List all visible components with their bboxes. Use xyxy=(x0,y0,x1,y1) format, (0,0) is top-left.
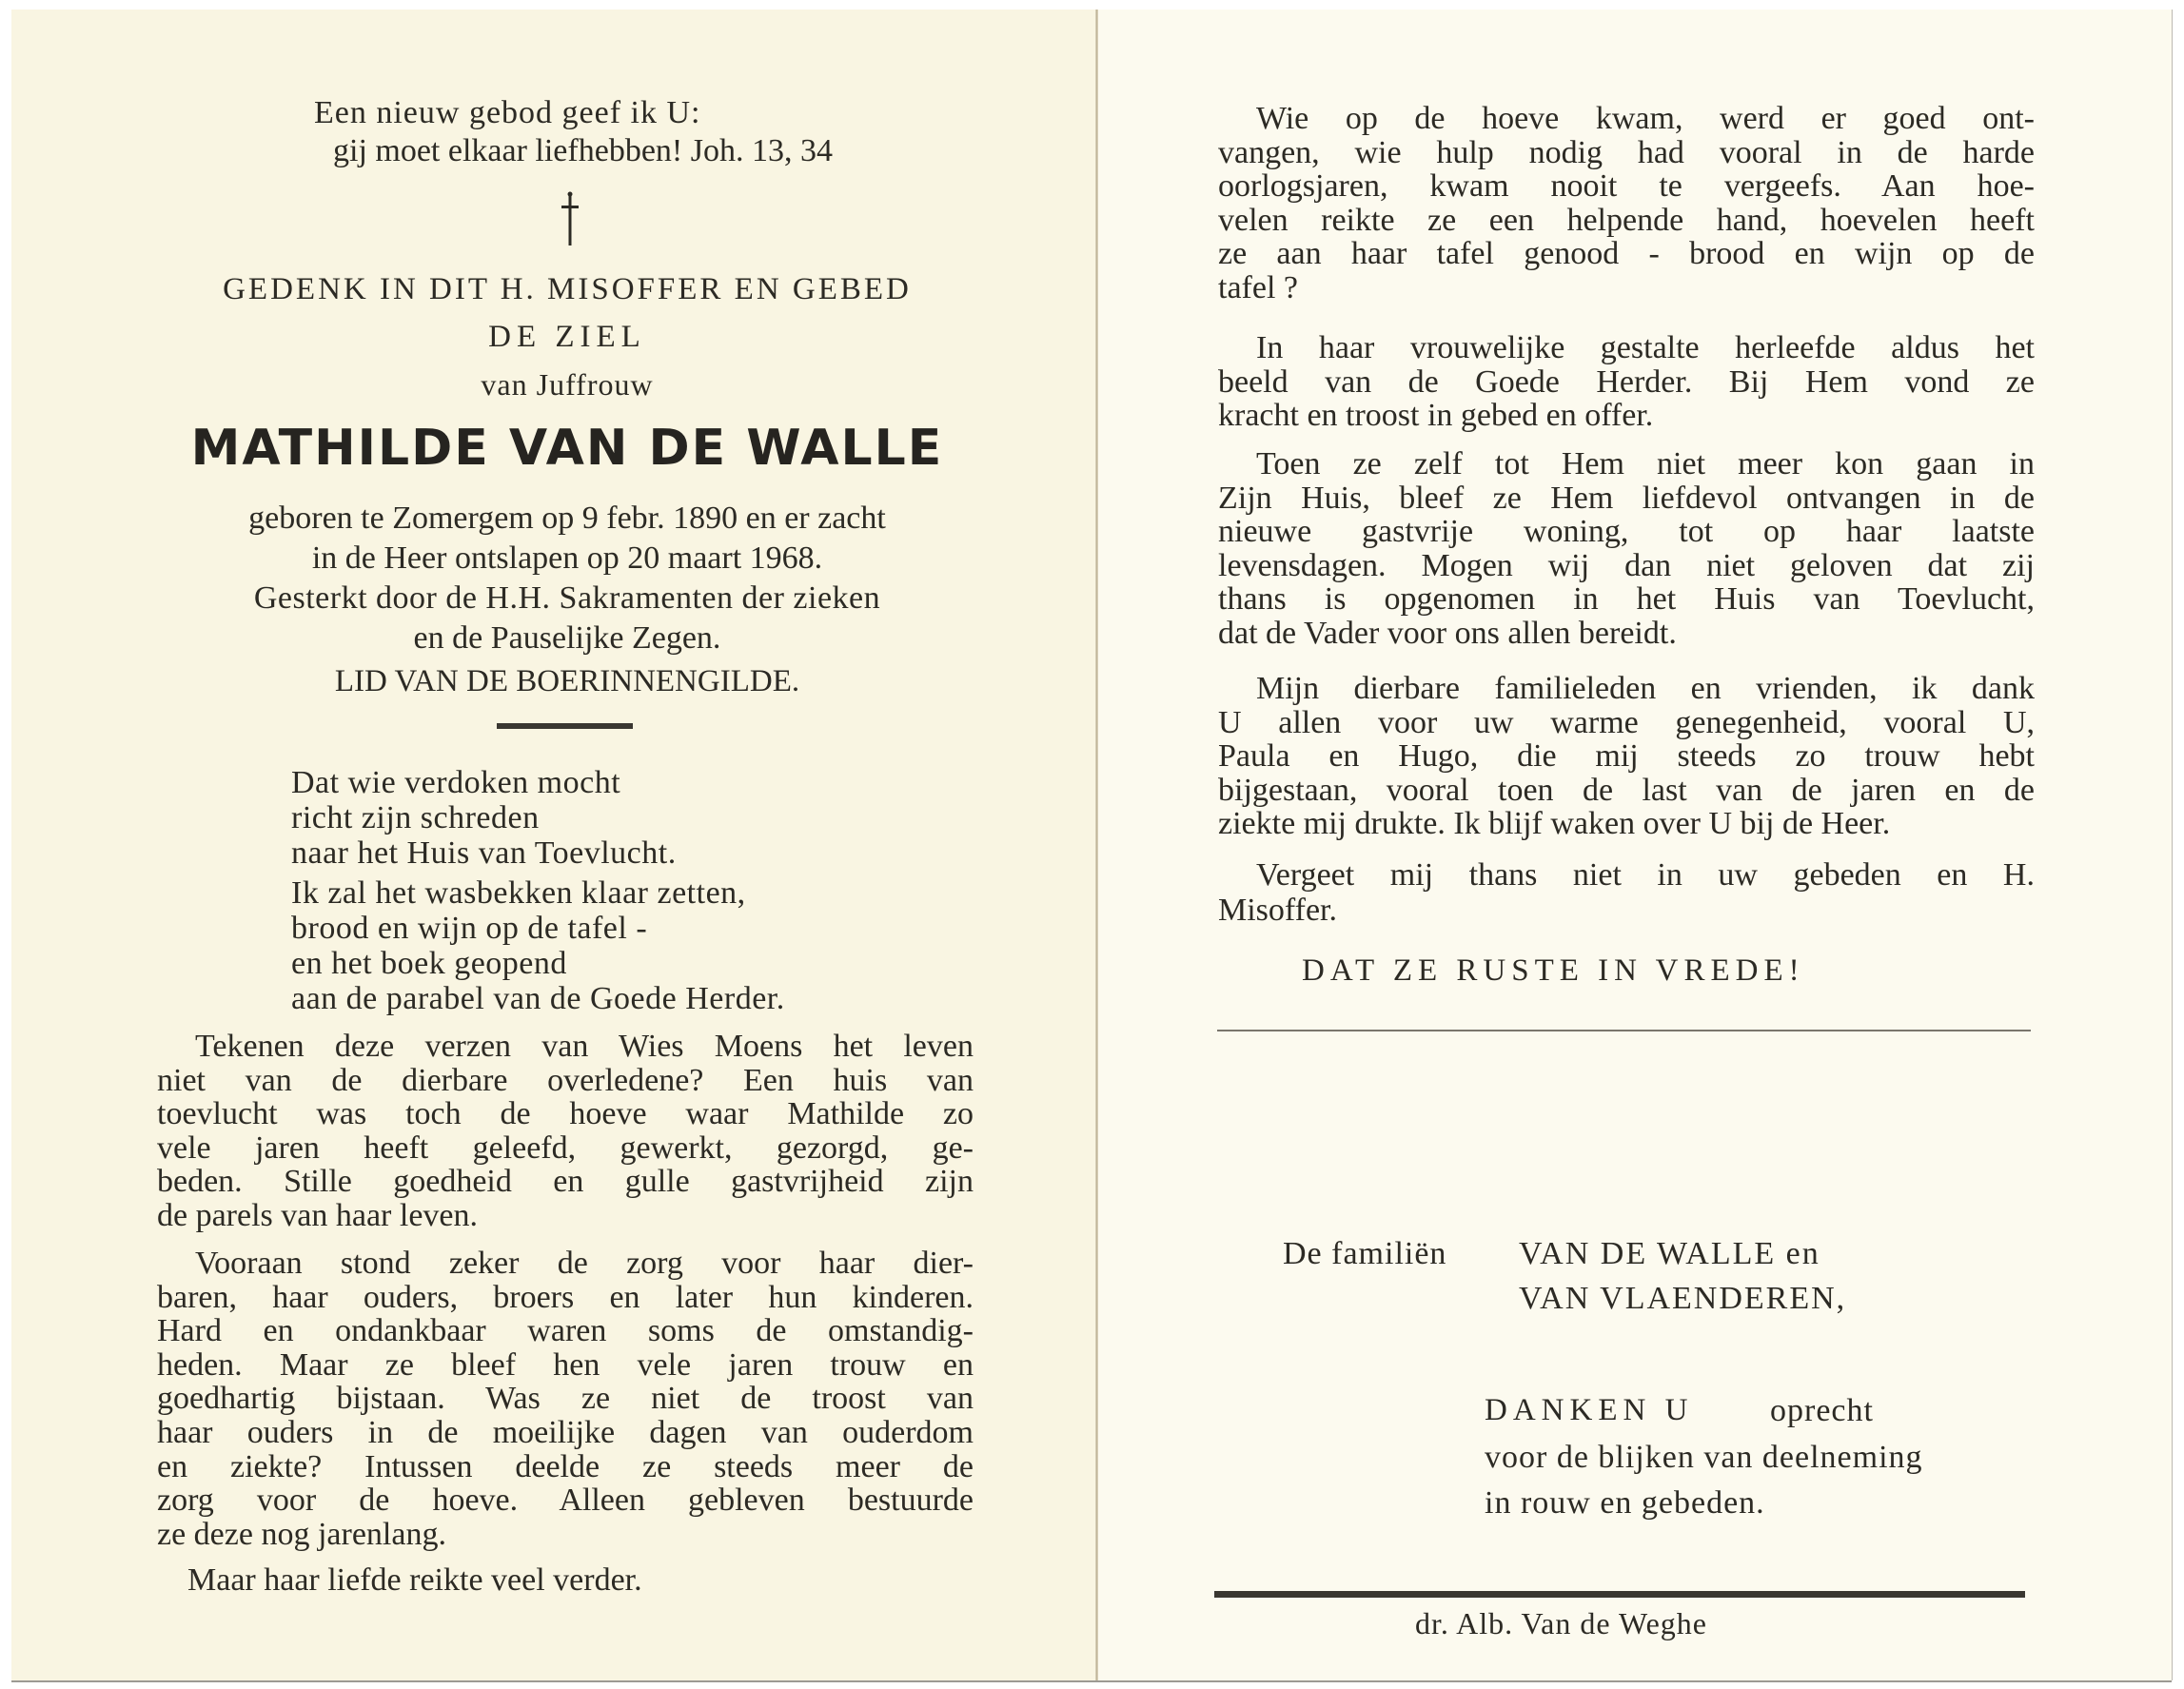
thick-divider xyxy=(1214,1591,2025,1598)
poem-line: naar het Huis van Toevlucht. xyxy=(291,835,677,871)
heading-line-2: DE ZIEL xyxy=(488,320,646,354)
text-line: toevlucht was toch de hoeve waar Mathilde zo xyxy=(157,1096,974,1131)
membership-line: LID VAN DE BOERINNENGILDE. xyxy=(334,664,800,698)
families-line-2: VAN VLAENDEREN, xyxy=(1519,1281,1847,1316)
text-line: niet van de dierbare overledene? Een huis van xyxy=(157,1062,974,1098)
text-line: Tekenen deze verzen van Wies Moens het leven xyxy=(195,1029,974,1064)
text-line: nieuwe gastvrije woning, tot op haar laatste xyxy=(1218,514,2035,549)
details-line-4: en de Pauselijke Zegen. xyxy=(413,620,721,656)
poem-line: brood en wijn op de tafel - xyxy=(291,911,648,946)
text-line: heden. Maar ze bleef hen vele jaren trouw en xyxy=(157,1346,974,1383)
heading-line-3: van Juffrouw xyxy=(481,367,654,402)
thanks-line-1: voor de blijken van deelneming xyxy=(1485,1440,1923,1475)
text-line: Vooraan stond zeker de zorg voor haar dier- xyxy=(195,1246,974,1281)
poem-line: richt zijn schreden xyxy=(291,800,540,835)
text-line: oorlogsjaren, kwam nooit te vergeefs. Aan hoe- xyxy=(1218,168,2035,204)
epigraph-line-1: Een nieuw gebod geef ik U: xyxy=(314,95,701,130)
details-line-3: Gesterkt door de H.H. Sakramenten der zieken xyxy=(253,580,881,616)
text-line: beeld van de Goede Herder. Bij Hem vond ze xyxy=(1218,363,2035,400)
text-line: ze deze nog jarenlang. xyxy=(157,1516,446,1552)
text-line: vangen, wie hulp nodig had vooral in de harde xyxy=(1218,134,2035,170)
text-line: ziekte mij drukte. Ik blijf waken over U bij de Heer. xyxy=(1218,806,1891,841)
thanks-lead: DANKEN U xyxy=(1485,1393,1694,1427)
text-line: en ziekte? Intussen deelde ze steeds meer de xyxy=(157,1448,974,1484)
thanks-line-2: in rouw en gebeden. xyxy=(1485,1485,1765,1521)
text-line: tafel ? xyxy=(1218,269,1298,305)
printer-credit: dr. Alb. Van de Weghe xyxy=(1415,1606,1707,1640)
poem-line: en het boek geopend xyxy=(291,946,567,981)
details-line-1: geboren te Zomergem op 9 febr. 1890 en er zacht xyxy=(248,501,886,536)
text-line: ze aan haar tafel genood - brood en wijn op de xyxy=(1218,236,2035,271)
text-line: kracht en troost in gebed en offer. xyxy=(1218,398,1654,433)
short-divider xyxy=(497,723,633,729)
poem-line: Dat wie verdoken mocht xyxy=(291,765,621,800)
text-line: Vergeet mij thans niet in uw gebeden en H. xyxy=(1256,857,2035,893)
text-line: bijgestaan, vooral toen de last van de jaren en de xyxy=(1218,772,2035,808)
text-line: baren, haar ouders, broers en later hun kinderen. xyxy=(157,1279,974,1315)
text-line: Wie op de hoeve kwam, werd er goed ont- xyxy=(1256,101,2035,136)
rest-in-peace: DAT ZE RUSTE IN VREDE! xyxy=(1302,953,1805,988)
text-line: thans is opgenomen in het Huis van Toevlucht, xyxy=(1218,581,2035,617)
details-line-2: in de Heer ontslapen op 20 maart 1968. xyxy=(311,540,823,576)
deceased-name: MATHILDE VAN DE WALLE xyxy=(190,420,944,477)
text-line: vele jaren heeft geleefd, gewerkt, gezorgd, ge- xyxy=(157,1129,974,1166)
center-fold xyxy=(1095,10,1098,1680)
heading-line-1: GEDENK IN DIT H. MISOFFER EN GEBED xyxy=(223,272,912,306)
text-line: levensdagen. Mogen wij dan niet geloven dat zij xyxy=(1218,547,2035,583)
epigraph-line-2: gij moet elkaar liefhebben! Joh. 13, 34 xyxy=(333,133,833,168)
text-line: Paula en Hugo, die mij steeds zo trouw hebt xyxy=(1218,738,2035,774)
text-line: de parels van haar leven. xyxy=(157,1197,478,1233)
text-line: Mijn dierbare familieleden en vrienden, ik dank xyxy=(1256,671,2035,706)
text-line: haar ouders in de moeilijke dagen van ouderdom xyxy=(157,1415,974,1450)
text-line: In haar vrouwelijke gestalte herleefde aldus het xyxy=(1256,330,2035,365)
text-line: Misoffer. xyxy=(1218,893,1337,928)
poem-line: aan de parabel van de Goede Herder. xyxy=(291,981,785,1016)
text-line: goedhartig bijstaan. Was ze niet de troost van xyxy=(157,1381,974,1417)
text-line: beden. Stille goedheid en gulle gastvrijheid zijn xyxy=(157,1164,974,1199)
text-line: Zijn Huis, bleef ze Hem liefdevol ontvangen in de xyxy=(1218,480,2035,516)
thin-divider xyxy=(1217,1030,2031,1031)
left-closing-line: Maar haar liefde reikte veel verder. xyxy=(187,1562,642,1598)
text-line: dat de Vader voor ons allen bereidt. xyxy=(1218,615,1677,651)
text-line: zorg voor de hoeve. Alleen gebleven bestuurde xyxy=(157,1483,974,1519)
text-line: U allen voor uw warme genegenheid, vooral U, xyxy=(1218,704,2035,740)
text-line: Hard en ondankbaar waren soms de omstandig- xyxy=(157,1313,974,1349)
text-line: velen reikte ze een helpende hand, hoevelen heeft xyxy=(1218,202,2035,238)
families-prefix: De familiën xyxy=(1283,1236,1447,1271)
thanks-word: oprecht xyxy=(1770,1393,1874,1428)
poem-line: Ik zal het wasbekken klaar zetten, xyxy=(291,875,746,911)
text-line: Toen ze zelf tot Hem niet meer kon gaan in xyxy=(1256,446,2035,481)
cross-icon xyxy=(560,190,580,247)
families-line-1: VAN DE WALLE en xyxy=(1519,1236,1820,1271)
